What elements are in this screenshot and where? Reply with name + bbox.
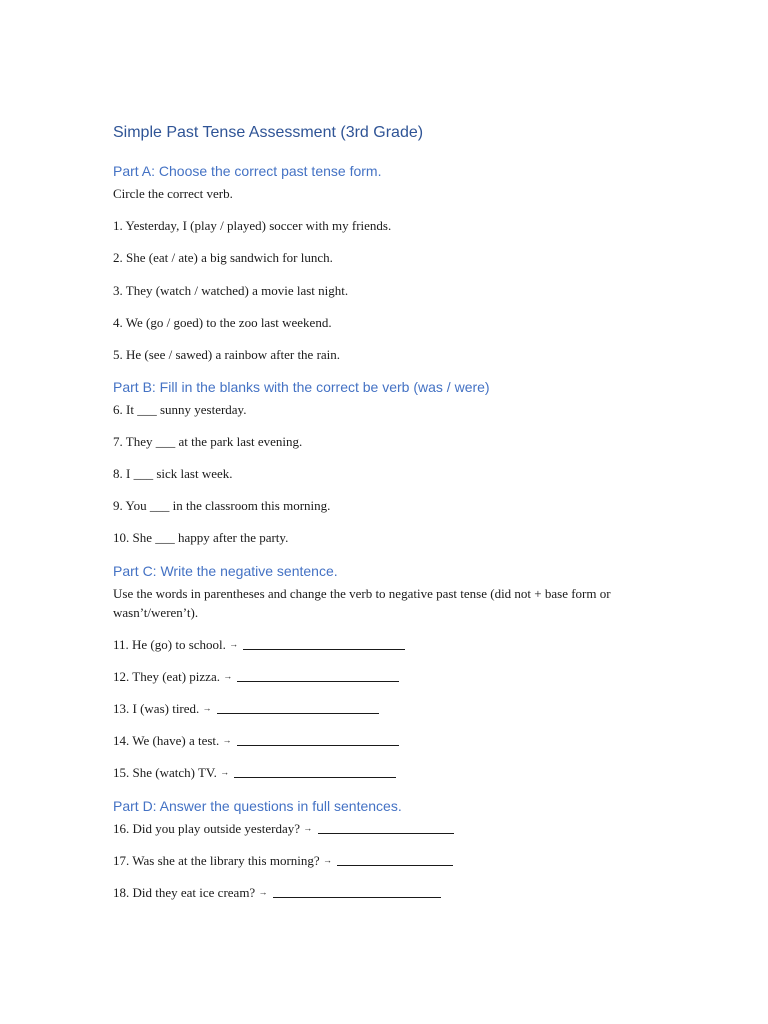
answer-blank-17[interactable] bbox=[337, 854, 453, 866]
question-12-text: 12. They (eat) pizza. bbox=[113, 669, 220, 684]
question-2: 2. She (eat / ate) a big sandwich for lunch. bbox=[113, 250, 333, 265]
question-16-text: 16. Did you play outside yesterday? bbox=[113, 821, 301, 836]
question-14-text: 14. We (have) a test. bbox=[113, 733, 220, 748]
worksheet-title: Simple Past Tense Assessment (3rd Grade) bbox=[113, 124, 424, 141]
answer-blank-16[interactable] bbox=[318, 822, 454, 834]
arrow-icon: → bbox=[322, 855, 331, 865]
arrow-icon: → bbox=[229, 639, 238, 649]
question-15 bbox=[113, 763, 396, 782]
question-8: 8. I ___ sick last week. bbox=[113, 466, 233, 481]
question-11 bbox=[113, 635, 405, 654]
question-17 bbox=[113, 851, 453, 870]
answer-blank-14[interactable] bbox=[237, 734, 399, 746]
answer-blank-15[interactable] bbox=[234, 766, 396, 778]
arrow-icon: → bbox=[220, 767, 229, 777]
question-5: 5. He (see / sawed) a rainbow after the rain. bbox=[113, 347, 341, 362]
answer-blank-11[interactable] bbox=[243, 638, 405, 650]
arrow-icon: → bbox=[202, 703, 211, 713]
question-7: 7. They ___ at the park last evening. bbox=[113, 434, 303, 449]
question-15-text: 15. She (watch) TV. bbox=[113, 765, 217, 780]
question-3: 3. They (watch / watched) a movie last night. bbox=[113, 283, 349, 298]
question-12 bbox=[113, 667, 399, 686]
question-1: 1. Yesterday, I (play / played) soccer with my friends. bbox=[113, 218, 392, 233]
question-4: 4. We (go / goed) to the zoo last weekend. bbox=[113, 315, 332, 330]
question-10: 10. She ___ happy after the party. bbox=[113, 530, 289, 545]
part-b-heading: Part B: Fill in the blanks with the correct be verb (was / were) bbox=[113, 379, 490, 395]
question-11-text: 11. He (go) to school. bbox=[113, 637, 226, 652]
question-16 bbox=[113, 819, 454, 838]
question-6: 6. It ___ sunny yesterday. bbox=[113, 402, 247, 417]
arrow-icon: → bbox=[222, 735, 231, 745]
question-9: 9. You ___ in the classroom this morning. bbox=[113, 498, 331, 513]
question-17-text: 17. Was she at the library this morning? bbox=[113, 853, 320, 868]
question-18-text: 18. Did they eat ice cream? bbox=[113, 885, 256, 900]
answer-blank-13[interactable] bbox=[217, 702, 379, 714]
part-c-instruction: Use the words in parentheses and change the verb to negative past tense (did not + base form or wasn’t/weren’t). bbox=[113, 586, 611, 620]
part-a-instruction: Circle the correct verb. bbox=[113, 186, 233, 201]
part-c-heading: Part C: Write the negative sentence. bbox=[113, 563, 338, 579]
question-13-text: 13. I (was) tired. bbox=[113, 701, 200, 716]
answer-blank-12[interactable] bbox=[237, 670, 399, 682]
arrow-icon: → bbox=[223, 671, 232, 681]
part-a-heading: Part A: Choose the correct past tense form. bbox=[113, 163, 382, 179]
question-14 bbox=[113, 731, 399, 750]
answer-blank-18[interactable] bbox=[273, 886, 441, 898]
question-18 bbox=[113, 883, 441, 902]
arrow-icon: → bbox=[303, 823, 312, 833]
question-13 bbox=[113, 699, 379, 718]
part-d-heading: Part D: Answer the questions in full sentences. bbox=[113, 798, 402, 814]
arrow-icon: → bbox=[258, 887, 267, 897]
